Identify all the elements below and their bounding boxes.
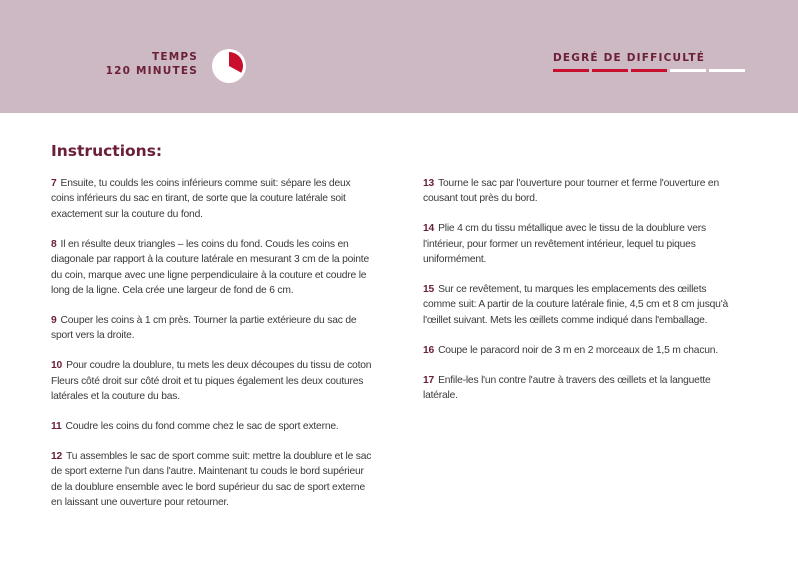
instruction-step [51,449,375,511]
instruction-step [423,221,739,267]
step-text: Sur ce revêtement, tu marques les emplacements des œillets comme suit: A partir de la couture latérale finie, 4,5 cm et 8 cm jusqu'à l'œillet suivant. Mets les œillets comme indiqué dans l'emballage. [423,284,729,326]
instruction-step [423,373,739,404]
clock-icon [212,49,246,83]
difficulty-bar [553,69,589,72]
instruction-step [423,343,739,358]
step-number: 8 [51,238,57,250]
difficulty-bar [670,69,706,72]
step-text: Ensuite, tu coulds les coins inférieurs comme suit: sépare les deux coins inférieurs du sac en tirant, de sorte que la couture latérale soit exactement sur la couture du fond. [51,178,351,220]
step-number: 13 [423,178,435,189]
instruction-step [51,419,375,434]
step-number: 9 [51,314,57,326]
difficulty-info [553,52,745,72]
step-number: 17 [423,374,435,386]
instruction-step [51,358,375,404]
difficulty-bar [709,69,745,72]
step-number: 16 [423,344,435,356]
step-text: Tu assembles le sac de sport comme suit: mettre la doublure et le sac de sport externe l'un dans l'autre. Maintenant tu couds le bord supérieur de la doublure ensemble avec le bord supérieur du sac de sport externe en laissant une ouverture pour retourner. [51,450,372,508]
step-number: 14 [423,223,435,235]
instruction-step [51,237,375,299]
step-text: Plie 4 cm du tissu métallique avec le tissu de la doublure vers l'intérieur, pour former un revêtement intérieur, lequel tu piques uniformément. [423,223,706,266]
step-text: Enfile-les l'un contre l'autre à travers des œillets et la languette latérale. [423,374,711,402]
step-number: 12 [51,450,63,462]
instruction-step [423,176,739,207]
step-text: Il en résulte deux triangles – les coins du fond. Couds les coins en diagonale par rapport à la couture latérale en mesurant 3 cm de la pointe du coin, marque avec une ligne perpendiculaire à la couture et coudre le long de la ligne. Cela crée une largeur de fond de 6 cm. [51,238,369,296]
time-value: 120 MINUTES [105,65,198,77]
step-number: 11 [51,420,62,432]
instructions-column-left [51,176,375,525]
time-label: TEMPS [151,51,198,63]
difficulty-meter [553,69,745,72]
step-text: Couper les coins à 1 cm près. Tourner la partie extérieure du sac de sport vers la droite. [51,314,357,342]
instructions-column-right [423,176,739,418]
difficulty-label: DEGRÉ DE DIFFICULTÉ [553,52,706,64]
step-number: 15 [423,284,435,296]
step-text: Coupe le paracord noir de 3 m en 2 morceaux de 1,5 m chacun. [438,344,718,356]
instructions-title: Instructions: [51,142,163,160]
step-number: 10 [51,360,63,372]
instruction-step [423,282,739,328]
step-text: Pour coudre la doublure, tu mets les deux découpes du tissu de coton Fleurs côté droit sur côté droit et tu piques également les deux coutures latérales et la couture du bas. [51,360,372,402]
step-number: 7 [51,178,57,189]
header-band [0,0,798,113]
instruction-step [51,176,375,222]
step-text: Coudre les coins du fond comme chez le sac de sport externe. [65,420,339,432]
step-text: Tourne le sac par l'ouverture pour tourner et ferme l'ouverture en cousant tout près du bord. [423,178,719,205]
difficulty-bar [631,69,667,72]
time-info [106,50,198,78]
difficulty-bar [592,69,628,72]
instruction-step [51,313,375,344]
